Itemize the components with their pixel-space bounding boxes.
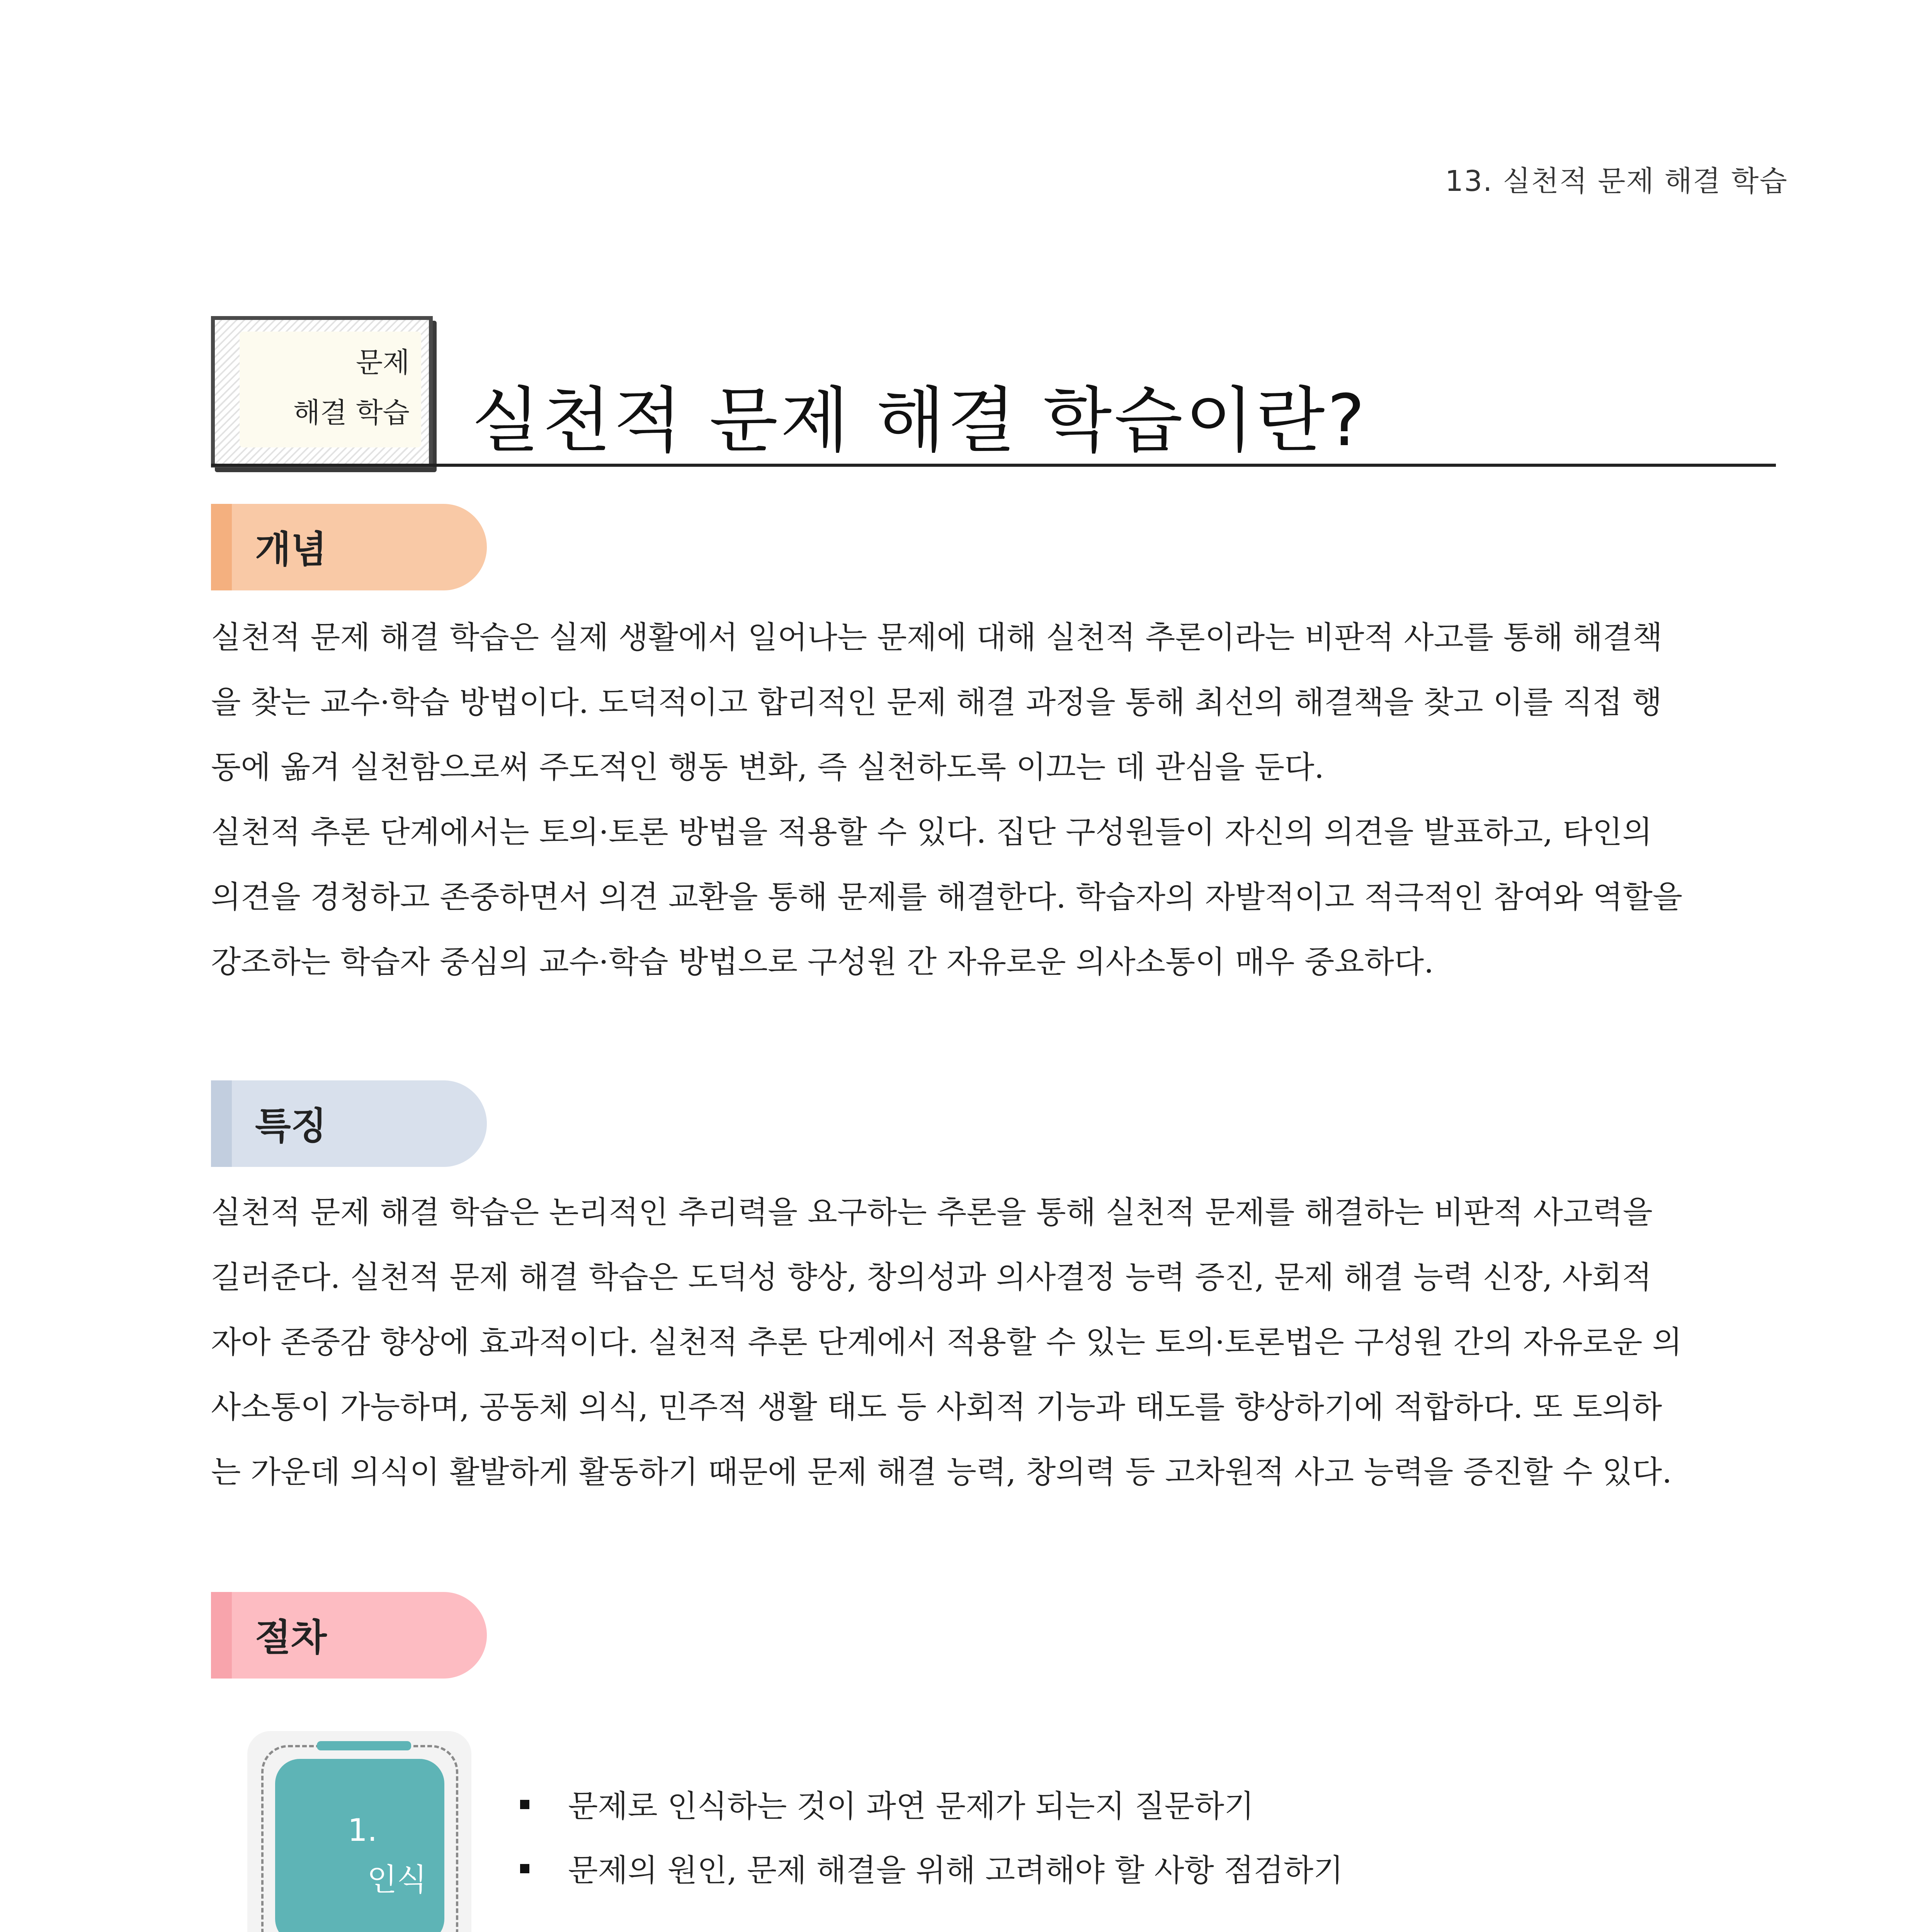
title-badge-line1: 문제 <box>355 346 410 379</box>
concept-line: 의견을 경청하고 존중하면서 의견 교환을 통해 문제를 해결한다. 학습자의 자발적이고 적극적인 참여와 역할을 <box>211 879 1683 915</box>
features-line: 자아 존중감 향상에 효과적이다. 실천적 추론 단계에서 적용할 수 있는 토의·토론법은 구성원 간의 자유로운 의 <box>211 1324 1682 1360</box>
section-heading-procedure: 절차 <box>255 1616 327 1659</box>
features-line: 길러준다. 실천적 문제 해결 학습은 도덕성 향상, 창의성과 의사결정 능력 증진, 문제 해결 능력 신장, 사회적 <box>211 1259 1652 1295</box>
features-line: 사소통이 가능하며, 공동체 의식, 민주적 생활 태도 등 사회적 기능과 태도를 향상하기에 적합하다. 또 토의하 <box>211 1389 1662 1425</box>
section-pill-concept <box>211 504 487 590</box>
section-heading-features: 특징 <box>255 1104 327 1148</box>
concept-paragraph <box>211 605 1776 995</box>
step1-bullet-item: 문제의 원인, 문제 해결을 위해 고려해야 할 사항 점검하기 <box>502 1838 1343 1903</box>
section-pill-features-bar <box>211 1080 232 1167</box>
step1-label: 인식 <box>367 1862 427 1898</box>
step1-tab <box>317 1741 411 1750</box>
section-pill-procedure-bar <box>211 1592 232 1679</box>
section-pill-procedure <box>211 1592 487 1679</box>
concept-line: 을 찾는 교수·학습 방법이다. 도덕적이고 합리적인 문제 해결 과정을 통해 최선의 해결책을 찾고 이를 직접 행 <box>211 684 1662 720</box>
section-pill-concept-bar <box>211 504 232 590</box>
features-line: 는 가운데 의식이 활발하게 활동하기 때문에 문제 해결 능력, 창의력 등 고차원적 사고 능력을 증진할 수 있다. <box>211 1454 1672 1490</box>
concept-line: 실천적 문제 해결 학습은 실제 생활에서 일어나는 문제에 대해 실천적 추론이라는 비판적 사고를 통해 해결책 <box>211 619 1663 655</box>
title-badge-line2: 해결 학습 <box>293 396 410 429</box>
running-header: 13. 실천적 문제 해결 학습 <box>1445 165 1788 198</box>
step1-number: 1. <box>348 1812 378 1848</box>
section-pill-features <box>211 1080 487 1167</box>
step1-bullet-item: 문제로 인식하는 것이 과연 문제가 되는지 질문하기 <box>502 1774 1343 1838</box>
concept-line: 강조하는 학습자 중심의 교수·학습 방법으로 구성원 간 자유로운 의사소통이 매우 중요하다. <box>211 944 1434 980</box>
concept-line: 동에 옮겨 실천함으로써 주도적인 행동 변화, 즉 실천하도록 이끄는 데 관심을 둔다. <box>211 749 1324 785</box>
features-paragraph <box>211 1180 1776 1505</box>
title-rule <box>211 464 1776 467</box>
concept-line: 실천적 추론 단계에서는 토의·토론 방법을 적용할 수 있다. 집단 구성원들이 자신의 의견을 발표하고, 타인의 <box>211 814 1652 850</box>
features-line: 실천적 문제 해결 학습은 논리적인 추리력을 요구하는 추론을 통해 실천적 문제를 해결하는 비판적 사고력을 <box>211 1194 1653 1230</box>
page-title: 실천적 문제 해결 학습이란? <box>471 379 1367 462</box>
section-heading-concept: 개념 <box>255 528 327 571</box>
step1-bullet-list <box>502 1774 1343 1903</box>
